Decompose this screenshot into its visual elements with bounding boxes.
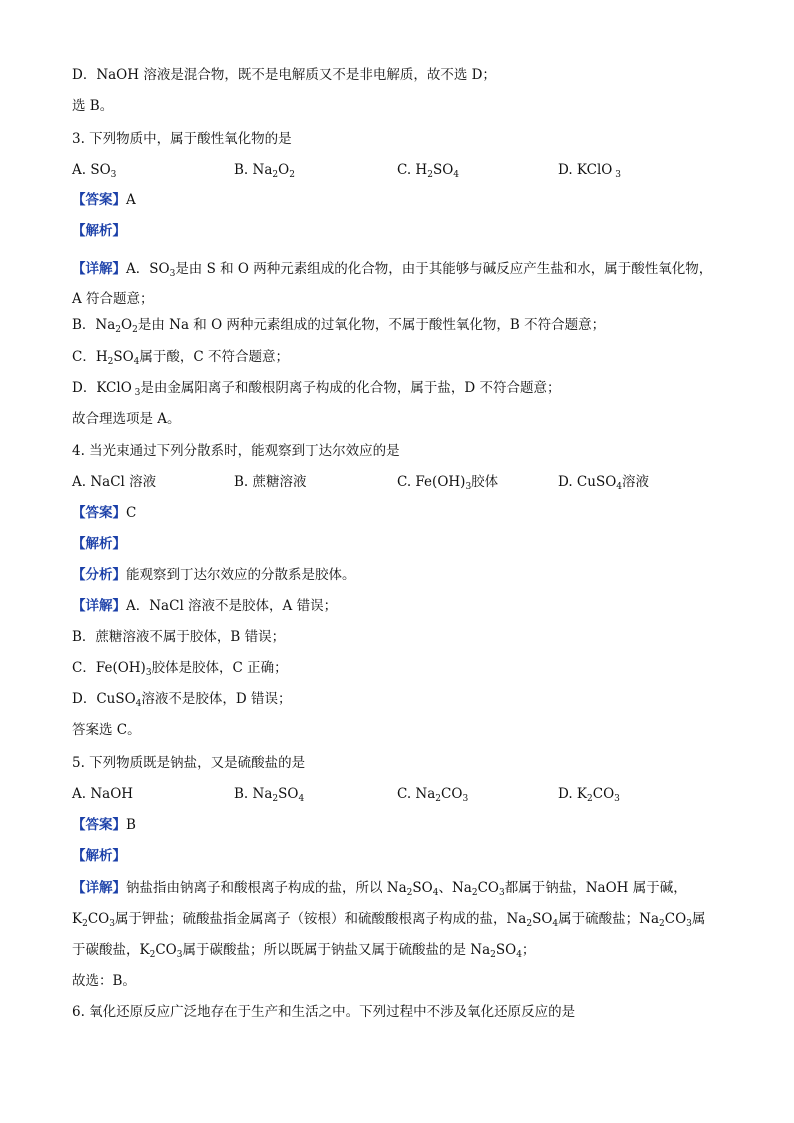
q5-option-b: B. $Na_2SO_4$ — [234, 786, 305, 804]
q4-conclusion: 答案选 C。 — [72, 722, 141, 738]
q4-detail-a: 【详解】A．NaCl 溶液不是胶体，A 错误； — [72, 598, 338, 614]
q5-detail-line-2: $K_2CO_3$属于钾盐；硫酸盐指金属离子（铵根）和硫酸酸根离子构成的盐，$Na_2SO_4$属于硫酸盐；$Na_2CO_3$属 — [72, 911, 706, 929]
q3-detail-d: D．KClO $_3$是由金属阳离子和酸根阴离子构成的化合物，属于盐，D 不符合题意； — [72, 380, 561, 398]
q4-detail-d: D．CuSO$_4$溶液不是胶体，D 错误； — [72, 691, 292, 709]
q3-answer: 【答案】A — [72, 192, 136, 208]
q3-option-c: C. $H_2SO_4$ — [397, 162, 460, 180]
q4-detail-b: B．蔗糖溶液不属于胶体，B 错误； — [72, 629, 286, 645]
q4-option-a: A. NaCl 溶液 — [72, 474, 157, 490]
q6-stem: 6. 氧化还原反应广泛地存在于生产和生活之中。下列过程中不涉及氧化还原反应的是 — [72, 1004, 576, 1020]
q3-options — [72, 161, 722, 179]
q5-option-c: C. $Na_2CO_3$ — [397, 786, 469, 804]
q5-option-a: A. NaOH — [72, 786, 134, 802]
q2-option-d-explanation: D．NaOH 溶液是混合物，既不是电解质又不是非电解质，故不选 D； — [72, 67, 496, 83]
answer-tag: 【答案】 — [72, 192, 126, 208]
q4-answer: 【答案】C — [72, 505, 137, 521]
q4-option-d: D. CuSO$_4$溶液 — [558, 474, 649, 492]
q4-detail-c: C．$Fe(OH)_3$胶体是胶体，C 正确； — [72, 660, 288, 678]
q4-fenxi: 【分析】能观察到丁达尔效应的分散系是胶体。 — [72, 567, 356, 583]
q4-options — [72, 473, 722, 491]
q2-conclusion: 选 B。 — [72, 98, 114, 114]
q5-stem: 5. 下列物质既是钠盐，又是硫酸盐的是 — [72, 755, 306, 771]
q3-detail-b: B．$Na_2O_2$是由 Na 和 O 两种元素组成的过氧化物，不属于酸性氧化物，B 不符合题意； — [72, 317, 606, 335]
q5-answer: 【答案】B — [72, 817, 136, 833]
q5-detail-line-1: 【详解】钠盐指由钠离子和酸根离子构成的盐，所以 $Na_2SO_4$、$Na_2CO_3$都属于钠盐，NaOH 属于碱， — [72, 880, 687, 898]
q3-conclusion: 故合理选项是 A。 — [72, 411, 181, 427]
q4-option-c: C. $Fe(OH)_3$胶体 — [397, 474, 499, 492]
q5-detail-line-3: 于碳酸盐，$K_2CO_3$属于碳酸盐；所以既属于钠盐又属于硫酸盐的是 $Na_2SO_4$； — [72, 942, 536, 960]
q5-analysis-heading: 【解析】 — [72, 848, 126, 864]
q4-stem: 4. 当光束通过下列分散系时，能观察到丁达尔效应的是 — [72, 443, 400, 459]
q3-stem: 3. 下列物质中，属于酸性氧化物的是 — [72, 131, 292, 147]
q3-option-b: B. $Na_2O_2$ — [234, 162, 295, 180]
q5-conclusion: 故选：B。 — [72, 973, 136, 989]
q3-option-a: A. $SO_3$ — [72, 162, 117, 180]
q3-detail-a: 【详解】A．$SO_3$是由 S 和 O 两种元素组成的化合物，由于其能够与碱反应产生盐和水，属于酸性氧化物，A 符合题意； — [72, 261, 713, 307]
q4-analysis-heading: 【解析】 — [72, 536, 126, 552]
q3-detail-c: C．$H_2SO_4$属于酸，C 不符合题意； — [72, 349, 290, 367]
q5-options — [72, 785, 722, 803]
q3-analysis-heading: 【解析】 — [72, 223, 126, 239]
q5-option-d: D. $K_2CO_3$ — [558, 786, 620, 804]
q3-option-d: D. KClO $_3$ — [558, 162, 621, 180]
q4-option-b: B. 蔗糖溶液 — [234, 474, 307, 490]
